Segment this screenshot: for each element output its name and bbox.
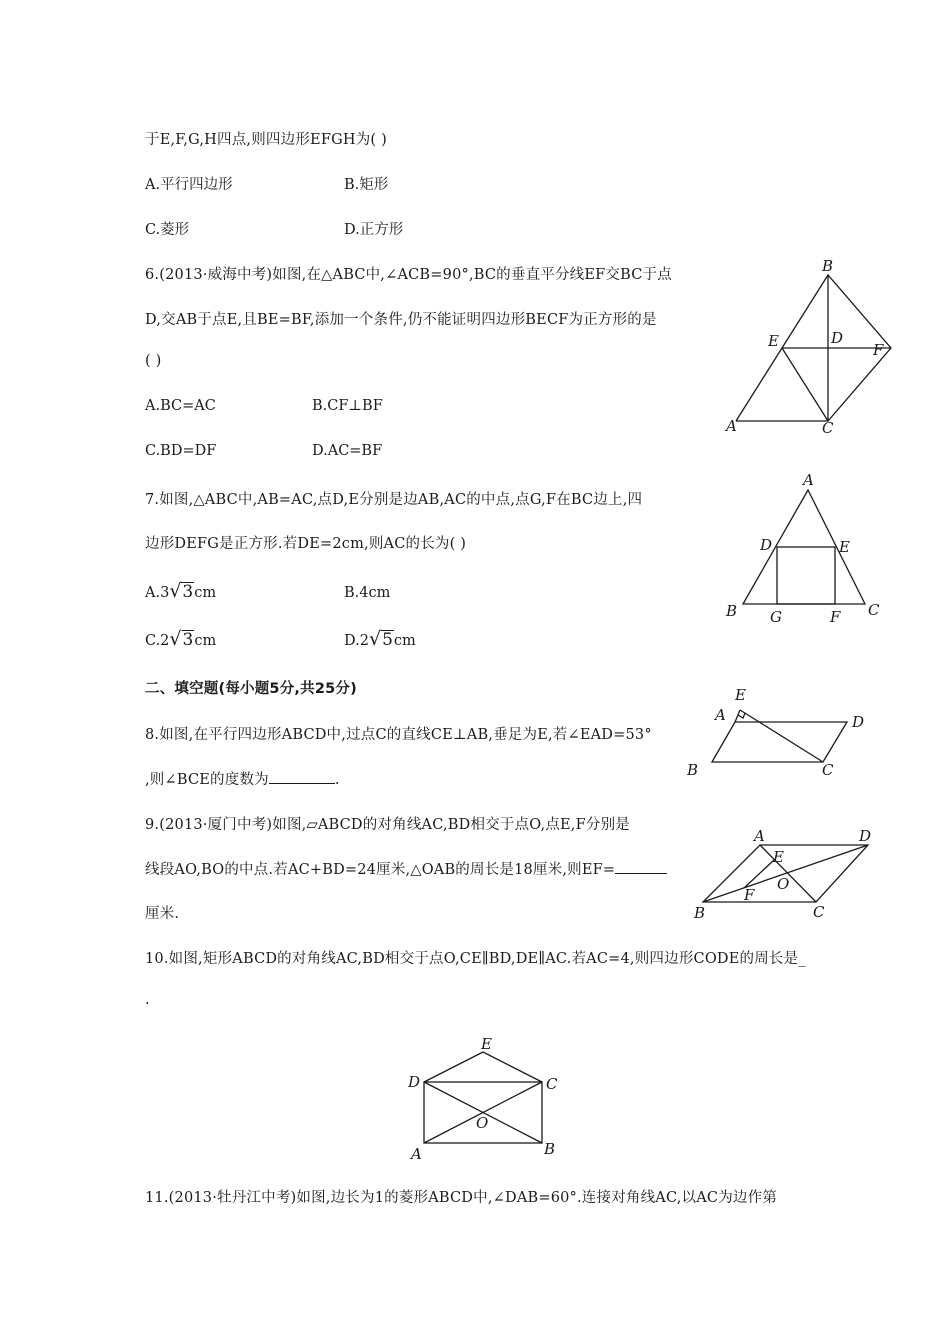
- q5-option-d: D.正方形: [344, 222, 404, 238]
- q9-label-f: F: [744, 886, 755, 904]
- q8-line2-end: .: [334, 772, 340, 788]
- q9-label-o: O: [777, 875, 790, 893]
- q6-label-c: C: [822, 419, 834, 437]
- q5-option-c: C.菱形: [145, 222, 190, 238]
- q7-option-d-unit: cm: [393, 633, 416, 649]
- q8-label-b: B: [687, 761, 699, 779]
- q9-diagonal-bd: [703, 845, 868, 902]
- sqrt-icon: √: [169, 580, 182, 602]
- q5-option-b: B.矩形: [344, 177, 389, 193]
- q7-option-d: [344, 628, 416, 650]
- q7-option-c: [145, 628, 216, 650]
- q9-diagonal-ac: [760, 845, 816, 902]
- q9-line2: [145, 858, 667, 879]
- q10-label-b: B: [544, 1140, 556, 1158]
- q7-option-c-radicand: 3: [182, 630, 194, 650]
- q7-option-a-unit: cm: [194, 585, 217, 601]
- q11-line1: 11.(2013·牡丹江中考)如图,边长为1的菱形ABCD中,∠DAB=60°.连接对角线AC,以AC为边作第: [145, 1190, 778, 1206]
- q5-stem-tail: 于E,F,G,H四点,则四边形EFGH为( ): [145, 132, 387, 148]
- q7-label-f: F: [830, 608, 841, 626]
- q7-option-b: B.4cm: [344, 585, 391, 601]
- q10-line2: .: [145, 992, 150, 1008]
- q8-line2: [145, 768, 340, 789]
- q9-figure: [680, 822, 880, 927]
- q10-segments-de-ec: [424, 1052, 542, 1082]
- q7-figure: [720, 470, 890, 630]
- q8-parallelogram-abcd: [712, 722, 847, 762]
- q6-option-a: A.BC=AC: [145, 398, 216, 414]
- q8-label-a: A: [715, 706, 726, 724]
- q10-label-c: C: [546, 1075, 558, 1093]
- q9-label-c: C: [813, 903, 825, 921]
- q7-label-b: B: [726, 602, 738, 620]
- q7-option-a-prefix: A.3: [145, 585, 170, 601]
- q9-label-d: D: [859, 827, 872, 845]
- q6-label-b: B: [822, 257, 834, 275]
- q10-line1: 10.如图,矩形ABCD的对角线AC,BD相交于点O,CE∥BD,DE∥AC.若AC=4,则四边形CODE的周长是_: [145, 951, 806, 967]
- q6-line2: D,交AB于点E,且BE=BF,添加一个条件,仍不能证明四边形BECF为正方形的是: [145, 312, 657, 328]
- q7-option-d-radicand: 5: [382, 630, 393, 650]
- sqrt-icon: √: [169, 628, 182, 650]
- q7-option-c-unit: cm: [194, 633, 217, 649]
- q9-answer-blank[interactable]: [615, 859, 667, 874]
- q6-option-d: D.AC=BF: [312, 443, 383, 459]
- q7-square-defg: [777, 547, 835, 604]
- q8-figure: [680, 682, 880, 782]
- q9-line2-text: 线段AO,BO的中点.若AC+BD=24厘米,△OAB的周长是18厘米,则EF=: [145, 862, 616, 878]
- q7-option-a: [145, 580, 216, 602]
- q6-line1: 6.(2013·威海中考)如图,在△ABC中,∠ACB=90°,BC的垂直平分线EF交BC于点: [145, 267, 672, 283]
- q7-option-a-radicand: 3: [182, 582, 194, 602]
- q8-line1: 8.如图,在平行四边形ABCD中,过点C的直线CE⊥AB,垂足为E,若∠EAD=53°: [145, 727, 652, 743]
- q7-option-d-prefix: D.2: [344, 633, 369, 649]
- q8-label-c: C: [822, 761, 834, 779]
- q8-segment-ec: [740, 710, 823, 762]
- q7-line2: 边形DEFG是正方形.若DE=2cm,则AC的长为( ): [145, 536, 467, 552]
- q6-option-b: B.CF⊥BF: [312, 398, 383, 414]
- q9-line3: 厘米.: [145, 906, 180, 922]
- q6-segment-ec: [782, 348, 828, 421]
- q7-label-c: C: [868, 601, 880, 619]
- q7-label-g: G: [770, 608, 782, 626]
- q10-label-a: A: [411, 1145, 422, 1163]
- q6-label-a: A: [726, 417, 737, 435]
- q10-label-o: O: [476, 1114, 489, 1132]
- q9-label-a: A: [754, 827, 765, 845]
- q7-option-c-prefix: C.2: [145, 633, 170, 649]
- q5-option-a: A.平行四边形: [145, 177, 233, 193]
- q7-label-d: D: [760, 536, 773, 554]
- q10-label-d: D: [408, 1073, 421, 1091]
- q9-segment-ef: [744, 860, 774, 888]
- q6-label-e: E: [768, 332, 779, 350]
- q9-label-e: E: [773, 848, 784, 866]
- q7-label-a: A: [803, 471, 814, 489]
- q8-line2-text: ,则∠BCE的度数为: [145, 772, 269, 788]
- q9-label-b: B: [694, 904, 706, 922]
- q8-label-e: E: [735, 686, 746, 704]
- q6-paren: ( ): [145, 353, 162, 369]
- q8-label-d: D: [852, 713, 865, 731]
- q9-line1: 9.(2013·厦门中考)如图,▱ABCD的对角线AC,BD相交于点O,点E,F分别是: [145, 817, 630, 833]
- q10-figure: [400, 1032, 570, 1167]
- q10-label-e: E: [481, 1035, 492, 1053]
- q7-label-e: E: [839, 538, 850, 556]
- q6-option-c: C.BD=DF: [145, 443, 217, 459]
- sqrt-icon: √: [368, 628, 382, 650]
- section-title: 二、填空题(每小题5分,共25分): [145, 681, 357, 697]
- q6-label-f: F: [873, 341, 884, 359]
- q7-line1: 7.如图,△ABC中,AB=AC,点D,E分别是边AB,AC的中点,点G,F在BC边上,四: [145, 492, 643, 508]
- q6-figure: [720, 255, 900, 440]
- q6-label-d: D: [831, 329, 844, 347]
- q8-answer-blank[interactable]: [269, 769, 335, 784]
